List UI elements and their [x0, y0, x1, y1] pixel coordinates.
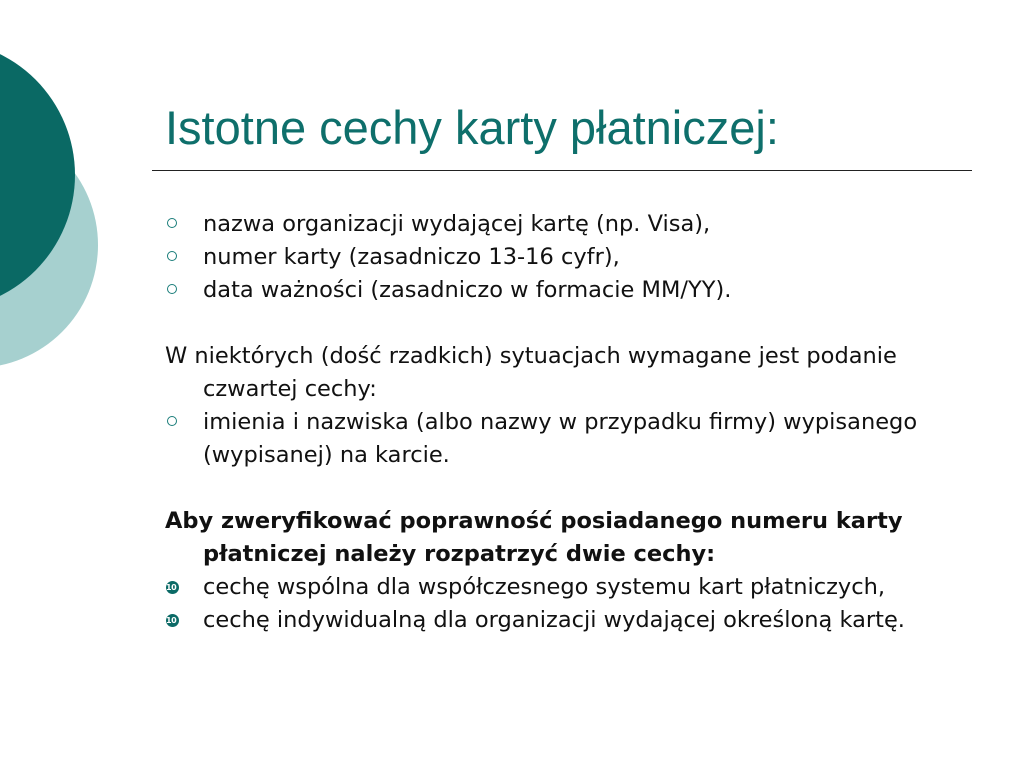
ring-bullet-icon — [167, 251, 177, 261]
list-item — [165, 241, 963, 274]
paragraph-verify: Aby zweryfikować poprawność posiadanego numeru karty płatniczej należy rozpatrzyć dwie cechy: — [165, 508, 903, 567]
list-item — [165, 604, 963, 637]
list-item — [165, 571, 963, 604]
decorative-circles — [0, 0, 110, 400]
list-item-text: imienia i nazwiska (albo nazwy w przypadku firmy) wypisanego (wypisanej) na karcie. — [203, 409, 918, 468]
numbered-bullet-icon: 10 — [166, 614, 179, 627]
numbered-bullet-icon: 10 — [166, 581, 179, 594]
title-divider — [152, 170, 972, 171]
list-item — [165, 208, 963, 241]
spacer — [165, 307, 963, 340]
list-item — [165, 406, 963, 472]
ring-bullet-icon — [167, 284, 177, 294]
ring-bullet-icon — [167, 416, 177, 426]
list-item-text: nazwa organizacji wydającej kartę (np. Visa), — [203, 211, 711, 237]
list-item-text: cechę wspólna dla współczesnego systemu kart płatniczych, — [203, 574, 886, 600]
ring-bullet-icon — [167, 218, 177, 228]
spacer — [165, 472, 963, 505]
paragraph-fourth-feature: W niektórych (dość rzadkich) sytuacjach wymagane jest podanie czwartej cechy: — [165, 343, 897, 402]
slide-title: Istotne cechy karty płatniczej: — [165, 101, 779, 154]
slide-content — [165, 208, 963, 637]
list-item-text: data ważności (zasadniczo w formacie MM/YY). — [203, 277, 732, 303]
list-item-text: numer karty (zasadniczo 13-16 cyfr), — [203, 244, 620, 270]
list-item-text: cechę indywidualną dla organizacji wydającej określoną kartę. — [203, 607, 905, 633]
list-item — [165, 274, 963, 307]
